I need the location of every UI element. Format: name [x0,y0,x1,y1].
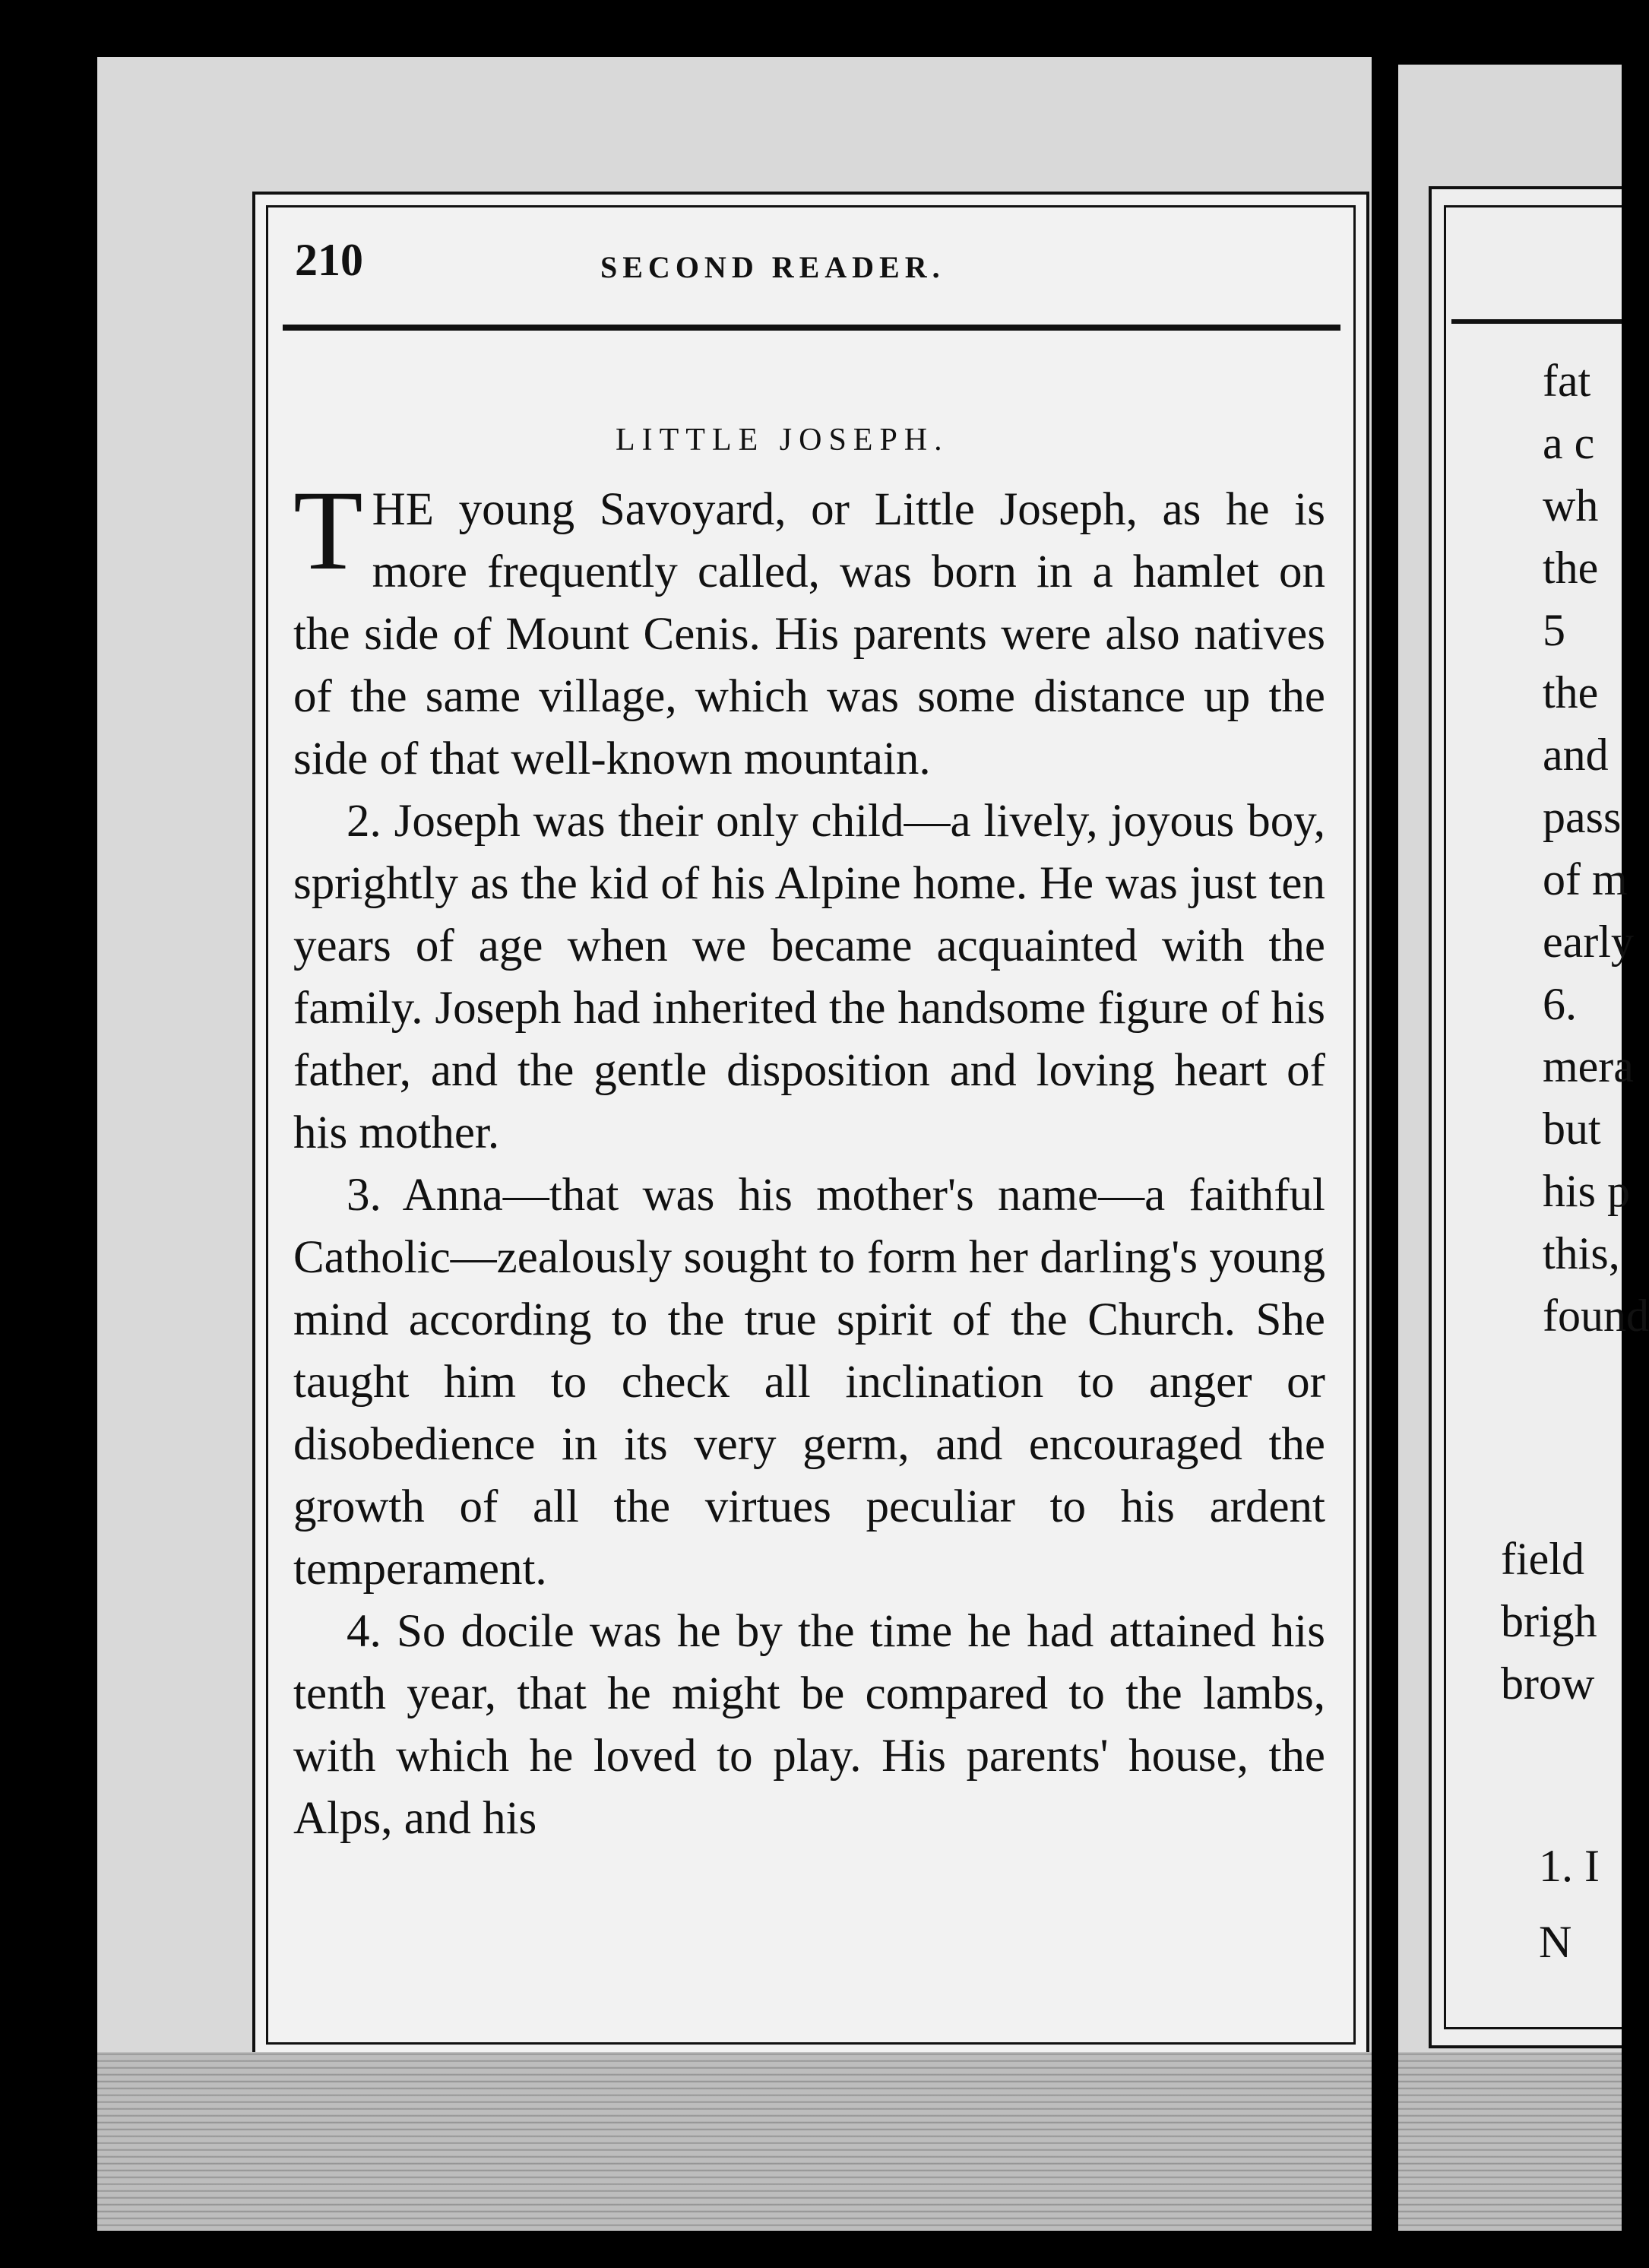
paragraph-1 [293,467,1325,790]
paragraph-3: 3. Anna—that was his mother's name—a faithful Catholic—zealously sought to form her darling's young mind according to the true spirit of the Church. She taught him to check all inclination to anger or disobedience in its very germ, and encouraged the growth of all the virtues peculiar to his ardent temperament. [293,1170,1325,1595]
fragment-line: 6. [1543,979,1577,1029]
fragment-line: mera [1543,1041,1634,1091]
running-head: SECOND READER. [600,250,945,284]
drop-cap: T [293,467,363,594]
fragment-line: the [1543,543,1599,593]
page-number: 210 [295,235,363,285]
fragment-line: fat [1543,356,1591,406]
right-header-rule [1451,319,1622,324]
right-page-text-middle [1501,1528,1622,1715]
story-title: LITTLE JOSEPH. [616,423,949,458]
fragment-line: field [1501,1534,1584,1584]
right-page-bottom-edge [1398,2052,1622,2231]
paragraph-4: 4. So docile was he by the time he had attained his tenth year, that he might be compared to the lambs, with which he loved to play. His parents' house, the Alps, and his [293,1606,1325,1844]
right-page-text-bottom [1539,1828,1622,1980]
fragment-line: early [1543,917,1634,967]
fragment-line: wh [1543,480,1599,531]
paragraph-2: 2. Joseph was their only child—a lively, joyous boy, sprightly as the kid of his Alpine home. He was just ten years of age when we became acquainted with the family. Joseph had inherited the handsome figure of his father, and the gentle disposition and loving heart of his mother. [293,796,1325,1158]
fragment-line: of m [1543,854,1628,904]
fragment-line: this, [1543,1228,1620,1278]
fragment-line: the [1543,667,1599,717]
story-body [293,467,1325,1850]
fragment-line: brow [1501,1658,1595,1709]
fragment-line: 1. I [1539,1841,1600,1891]
fragment-line: pass [1543,792,1622,842]
fragment-line: his p [1543,1166,1631,1216]
page-bottom-edge [97,2052,1372,2231]
fragment-line: but [1543,1104,1601,1154]
fragment-line: N [1539,1917,1572,1967]
fragment-line: 5 [1543,605,1565,655]
fragment-line: brigh [1501,1596,1597,1646]
fragment-line: found [1543,1291,1649,1341]
paragraph-1-text: HE young Savoyard, or Little Joseph, as he is more frequently called, was born in a hamlet on the side of Mount Cenis. His parents were also natives of the same village, which was some distance up the side of that well-known mountain. [293,484,1325,784]
fragment-line: and [1543,730,1609,780]
fragment-line: a c [1543,418,1595,468]
right-page-text-top [1543,350,1649,1347]
header-rule [283,325,1340,331]
